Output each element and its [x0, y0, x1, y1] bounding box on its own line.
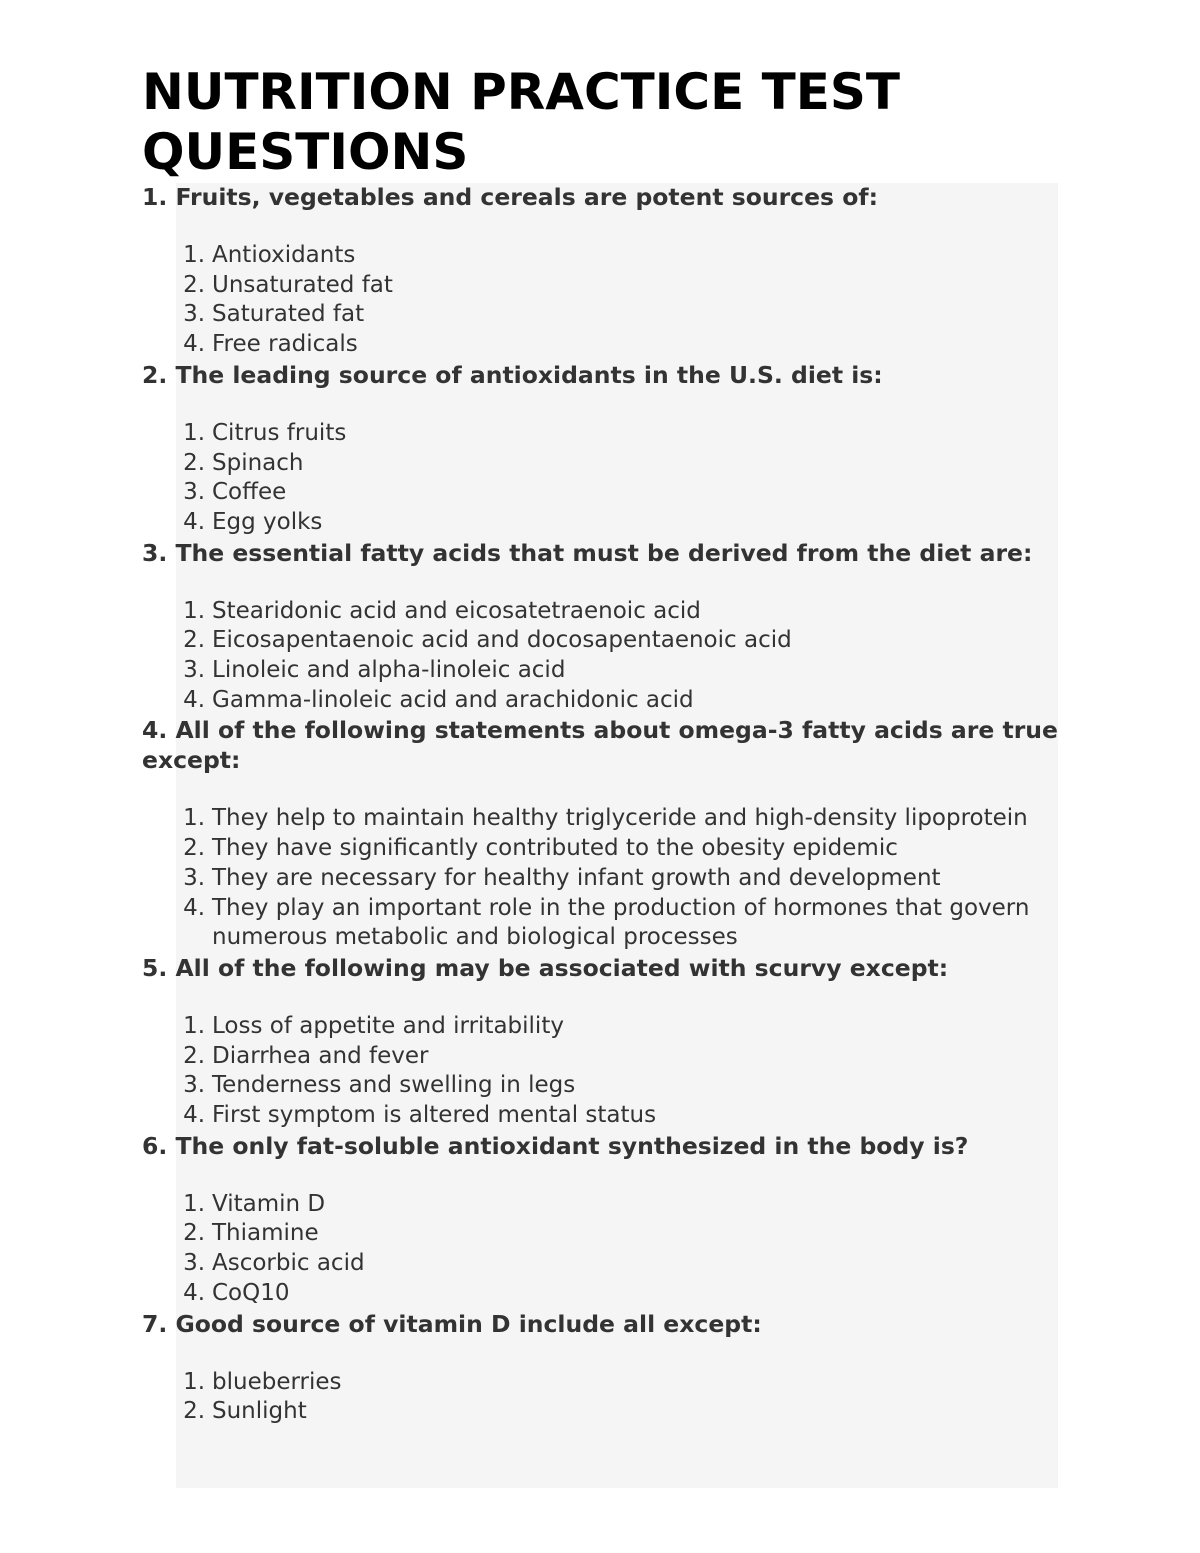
answer-option — [142, 1397, 1062, 1427]
question-list — [142, 182, 1062, 1427]
answer-option — [142, 1219, 1062, 1249]
question-5 — [142, 953, 1062, 1131]
option-text: Egg yolks — [212, 508, 323, 535]
question-3 — [142, 538, 1062, 716]
question-7 — [142, 1309, 1062, 1427]
option-number: 1. — [183, 597, 206, 624]
answer-option — [142, 449, 1062, 479]
option-number: 2. — [183, 835, 206, 862]
option-number: 4. — [183, 686, 206, 713]
option-text: They are necessary for healthy infant growth and development — [212, 864, 941, 891]
question-text — [142, 360, 1062, 390]
question-2 — [142, 360, 1062, 538]
option-number: 2. — [183, 1398, 206, 1425]
answer-option — [142, 894, 1062, 953]
option-text: Vitamin D — [212, 1190, 326, 1217]
page-title: NUTRITION PRACTICE TEST QUESTIONS — [142, 63, 901, 181]
question-text — [142, 953, 1062, 983]
option-number: 2. — [183, 1042, 206, 1069]
answer-option — [142, 478, 1062, 508]
answer-option — [142, 1012, 1062, 1042]
option-number: 1. — [183, 242, 206, 268]
answer-option — [142, 656, 1062, 686]
question-number: 1. — [142, 183, 168, 211]
answer-option — [142, 864, 1062, 894]
option-text: Linoleic and alpha-linoleic acid — [212, 657, 566, 684]
option-text: Eicosapentaenoic acid and docosapentaenoic acid — [212, 627, 792, 654]
option-number: 3. — [183, 479, 206, 506]
option-number: 3. — [183, 657, 206, 684]
answer-option — [142, 508, 1062, 538]
option-text: They help to maintain healthy triglyceride and high-density lipoprotein — [212, 805, 1028, 832]
answer-option — [142, 804, 1062, 834]
question-1 — [142, 182, 1062, 360]
answer-option — [142, 1368, 1062, 1398]
question-number: 5. — [142, 953, 168, 982]
question-number: 2. — [142, 360, 168, 389]
option-number: 4. — [183, 1279, 206, 1306]
option-number: 3. — [183, 301, 206, 328]
answer-option — [142, 330, 1062, 360]
option-text: Loss of appetite and irritability — [212, 1012, 564, 1039]
answer-options — [142, 212, 1062, 360]
option-text: Ascorbic acid — [212, 1250, 365, 1277]
option-number: 2. — [183, 449, 206, 476]
question-number: 3. — [142, 538, 168, 567]
answer-option — [142, 271, 1062, 301]
question-prompt: The leading source of antioxidants in the U.S. diet is: — [175, 360, 883, 389]
option-text: Saturated fat — [212, 301, 365, 328]
option-text: Stearidonic acid and eicosatetraenoic acid — [212, 597, 701, 624]
option-number: 4. — [183, 894, 206, 921]
question-text — [142, 182, 1062, 212]
option-text: Antioxidants — [212, 242, 356, 268]
answer-option — [142, 1101, 1062, 1131]
option-number: 1. — [183, 1012, 206, 1039]
option-text: Unsaturated fat — [212, 271, 393, 298]
answer-options — [142, 775, 1062, 953]
answer-options — [142, 1339, 1062, 1427]
answer-option — [142, 419, 1062, 449]
option-number: 1. — [183, 1190, 206, 1217]
option-text: Free radicals — [212, 331, 358, 358]
option-number: 3. — [183, 1250, 206, 1277]
option-text: blueberries — [212, 1368, 342, 1395]
option-text: Citrus fruits — [212, 419, 347, 446]
option-number: 2. — [183, 1220, 206, 1247]
question-text — [142, 1309, 1062, 1339]
answer-option — [142, 834, 1062, 864]
question-prompt: The only fat-soluble antioxidant synthesized in the body is? — [175, 1131, 969, 1160]
answer-option — [142, 626, 1062, 656]
question-prompt: Good source of vitamin D include all except: — [175, 1309, 762, 1338]
option-number: 2. — [183, 271, 206, 298]
answer-options — [142, 390, 1062, 538]
answer-option — [142, 597, 1062, 627]
answer-option — [142, 1071, 1062, 1101]
question-6 — [142, 1131, 1062, 1309]
question-number: 6. — [142, 1131, 168, 1160]
option-number: 2. — [183, 627, 206, 654]
answer-options — [142, 983, 1062, 1131]
option-text: Spinach — [212, 449, 304, 476]
option-text: Tenderness and swelling in legs — [212, 1072, 576, 1099]
answer-options — [142, 1161, 1062, 1309]
option-text: Coffee — [212, 479, 287, 506]
option-number: 4. — [183, 1102, 206, 1129]
option-text: Gamma-linoleic acid and arachidonic acid — [212, 686, 694, 713]
answer-option — [142, 686, 1062, 716]
question-text — [142, 715, 1062, 775]
question-text — [142, 538, 1062, 568]
question-prompt: Fruits, vegetables and cereals are potent sources of: — [175, 183, 878, 211]
option-number: 3. — [183, 864, 206, 891]
question-number: 4. — [142, 716, 168, 745]
option-number: 1. — [183, 419, 206, 446]
option-text: Thiamine — [212, 1220, 319, 1247]
question-text — [142, 1131, 1062, 1161]
option-text: They have significantly contributed to the obesity epidemic — [212, 835, 898, 862]
answer-option — [142, 1042, 1062, 1072]
question-prompt: All of the following statements about omega-3 fatty acids are true except: — [142, 716, 1058, 775]
option-number: 1. — [183, 805, 206, 832]
option-text: Sunlight — [212, 1398, 307, 1425]
answer-option — [142, 300, 1062, 330]
option-text: First symptom is altered mental status — [212, 1102, 657, 1129]
answer-option — [142, 1279, 1062, 1309]
answer-options — [142, 568, 1062, 716]
question-4 — [142, 715, 1062, 953]
question-prompt: The essential fatty acids that must be derived from the diet are: — [175, 538, 1033, 567]
option-text: CoQ10 — [212, 1279, 290, 1306]
answer-option — [142, 241, 1062, 271]
answer-option — [142, 1190, 1062, 1220]
option-number: 4. — [183, 331, 206, 358]
question-number: 7. — [142, 1309, 168, 1338]
question-prompt: All of the following may be associated with scurvy except: — [175, 953, 949, 982]
option-text: Diarrhea and fever — [212, 1042, 429, 1069]
option-number: 3. — [183, 1072, 206, 1099]
answer-option — [142, 1249, 1062, 1279]
option-text: They play an important role in the production of hormones that govern numerous metabolic and biological processes — [212, 894, 1030, 951]
option-number: 4. — [183, 508, 206, 535]
option-number: 1. — [183, 1368, 206, 1395]
